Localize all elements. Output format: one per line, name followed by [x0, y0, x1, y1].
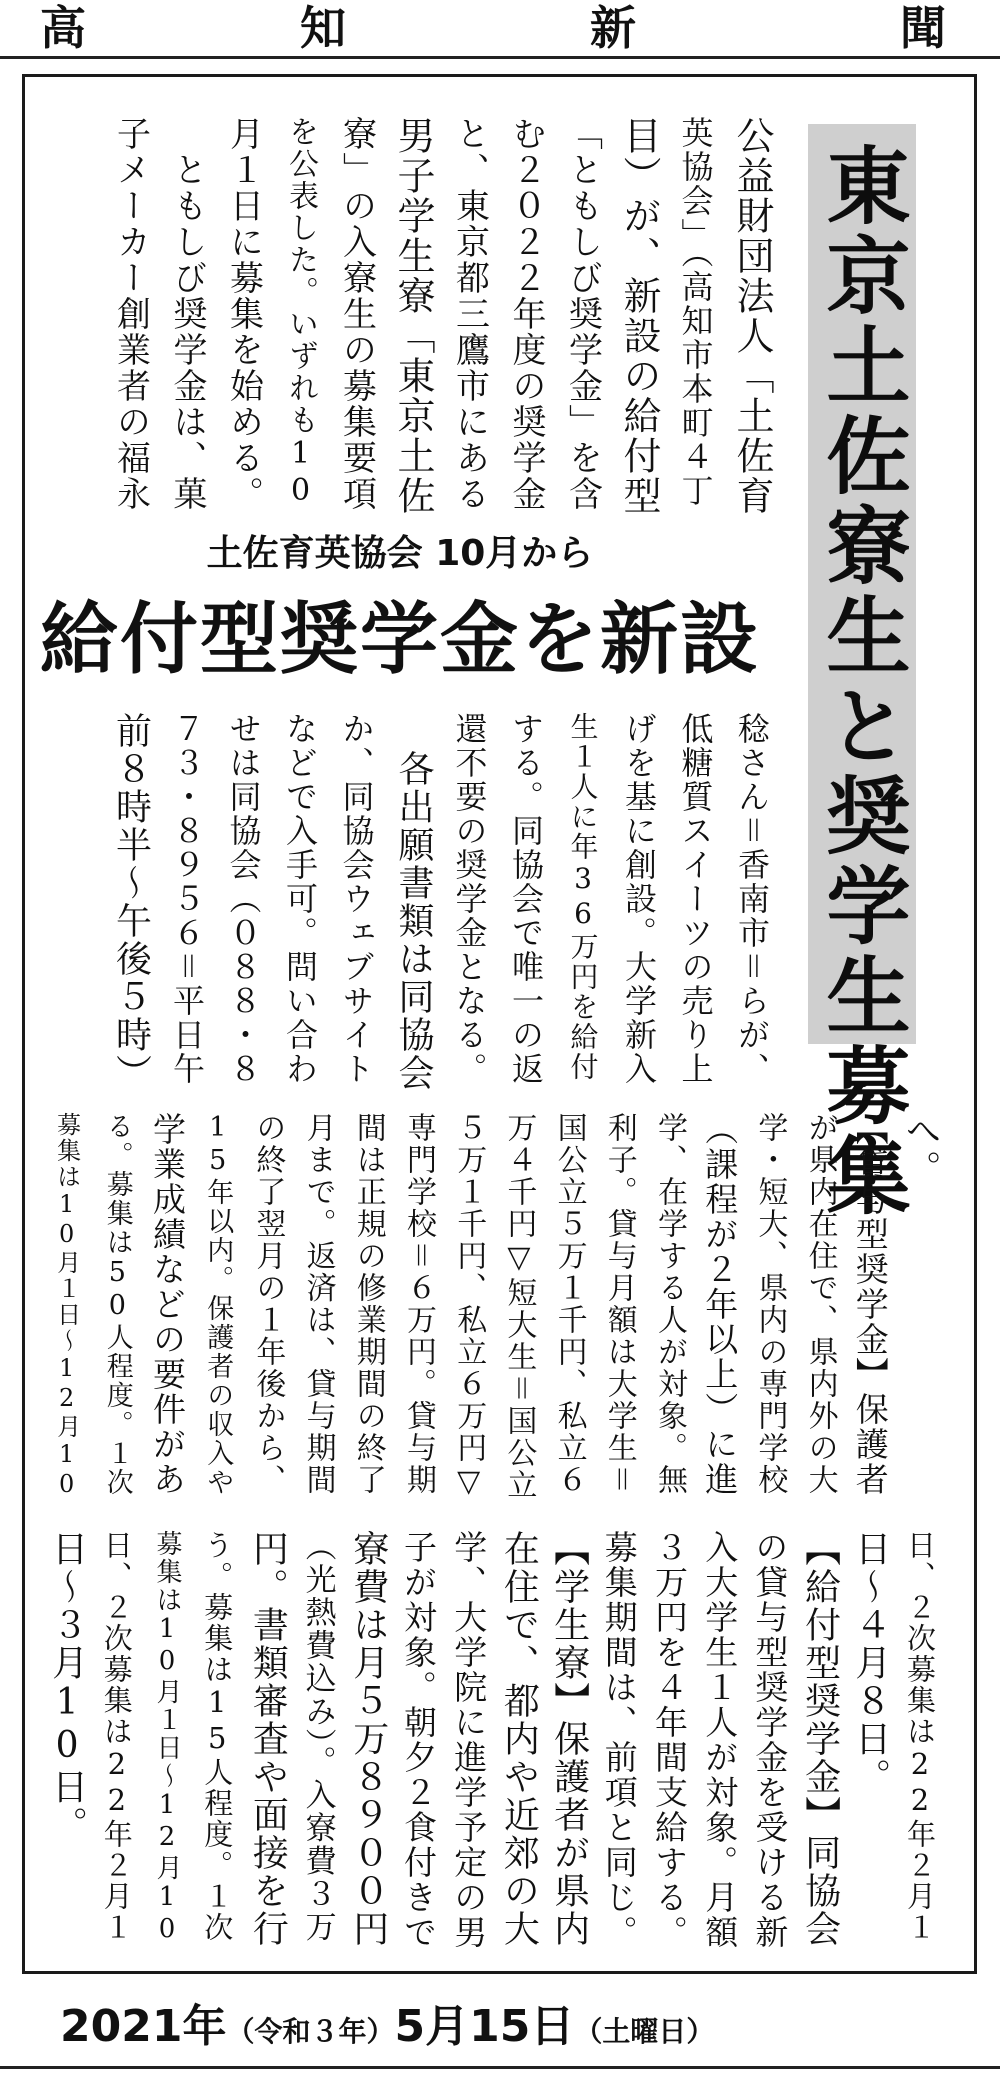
text-column: の貸与型奨学金を受ける新 — [750, 1530, 790, 1950]
horizontal-headline: 給付型奨学金を新設 — [40, 594, 761, 685]
text-column: 【学生寮】保護者が県内 — [548, 1530, 590, 1948]
text-column: 募集は10月１日～12月10 — [152, 1530, 182, 1946]
text-column: 英協会」（高知市本町４丁 — [676, 116, 715, 508]
text-column: 各出願書類は同協会 — [393, 712, 434, 1092]
text-column: の終了翌月の１年後から、 — [250, 1112, 286, 1496]
text-column: 生１人に年36万円を給付 — [566, 712, 600, 1082]
text-column: 日～４月８日。 — [849, 1530, 891, 1796]
text-column: が県内在住で、県内外の大 — [802, 1112, 838, 1496]
text-column: 寮」の入寮生の募集要項 — [336, 116, 377, 512]
text-column: 月まで。返済は、貸与期間 — [300, 1112, 336, 1496]
date-year: 2021年 — [60, 2001, 227, 2052]
text-column: 目）が、新設の給付型 — [617, 116, 661, 516]
text-column: 学業成績などの要件があ — [148, 1112, 187, 1497]
text-column: （光熱費込み）。入寮費３万 — [299, 1530, 336, 1944]
masthead — [0, 0, 1000, 58]
text-column: 日～３月10日。 — [46, 1530, 88, 1844]
masthead-char: 聞 — [900, 1, 946, 55]
text-column: ７３・８９５６＝平日午 — [168, 712, 206, 1086]
text-column: る。募集は50人程度。１次 — [101, 1112, 133, 1497]
date-day: 5月15日 — [394, 2001, 575, 2052]
text-column: ５万１千円、私立６万円▽ — [451, 1112, 487, 1501]
text-column: 【給付型奨学金】同協会 — [799, 1530, 841, 1948]
text-column: ともしび奨学金は、菓 — [167, 116, 207, 512]
dateline — [60, 1990, 714, 2050]
masthead-char: 高 — [40, 1, 86, 55]
text-column: ３万円を４年間支給する。 — [650, 1530, 689, 1950]
text-column: 日、２次募集は22年２月１ — [903, 1530, 937, 1943]
text-column: 学、大学院に進学予定の男 — [449, 1530, 489, 1950]
text-column: へ。 — [900, 1112, 941, 1188]
text-column: 円。書類審査や面接を行 — [247, 1530, 289, 1948]
date-era: （令和３年） — [226, 2015, 395, 2048]
text-column: 寮費は月５万８９００円 — [347, 1530, 389, 1948]
text-column: 専門学校＝６万円。貸与期 — [401, 1112, 436, 1496]
text-column: 学、在学する人が対象。無 — [652, 1112, 687, 1496]
text-column: と、東京都三鷹市にある — [449, 116, 490, 512]
text-column: 在住で、都内や近郊の大 — [498, 1530, 540, 1948]
masthead-rule — [0, 56, 1000, 59]
masthead-char: 新 — [590, 1, 636, 55]
text-column: 「ともしび奨学金」を含 — [562, 116, 603, 512]
text-column: などで入手可。問い合わ — [281, 712, 319, 1086]
text-column: か、同協会ウェブサイト — [337, 712, 376, 1086]
text-column: 入大学生１人が対象。月額 — [700, 1530, 740, 1950]
text-column: 男子学生寮「東京土佐 — [391, 116, 435, 516]
text-column: 子が対象。朝夕２食付きで — [399, 1530, 438, 1950]
sub-headline: 土佐育英協会 10月から — [206, 533, 594, 574]
text-column: する。同協会で唯一の返 — [507, 712, 545, 1086]
text-column: 国公立５万１千円、私立６ — [551, 1112, 587, 1496]
text-column: む２０２２年度の奨学金 — [506, 116, 546, 512]
text-column: 前８時半～午後５時） — [110, 712, 152, 1092]
bottom-rule — [0, 2066, 1000, 2069]
text-column: 子メーカー創業者の福永 — [110, 116, 151, 512]
text-column: （課程が２年以上）に進 — [700, 1112, 740, 1497]
text-column: 低糖質スイーツの売り上 — [676, 712, 715, 1086]
text-column: 【貸与型奨学金】保護者 — [850, 1112, 890, 1497]
text-column: 15年以内。保護者の収入や — [202, 1112, 234, 1497]
text-column: 募集期間は、前項と同じ。 — [599, 1530, 639, 1950]
text-column: 公益財団法人「土佐育 — [730, 116, 774, 516]
text-column: 月１日に募集を始める。 — [223, 116, 264, 512]
text-column: せは同協会（０８８・８ — [224, 712, 263, 1086]
masthead-char: 知 — [300, 1, 346, 55]
text-column: 学・短大、県内の専門学校 — [752, 1112, 788, 1496]
text-column: を公表した。いずれも10 — [283, 116, 318, 510]
text-column: 募集は10月１日～12月10 — [52, 1112, 81, 1500]
text-column: う。募集は15人程度。１次 — [200, 1530, 235, 1943]
text-column: 万４千円▽短大生＝国公立 — [501, 1112, 537, 1501]
headline-box — [808, 124, 916, 1222]
text-column: 稔さん＝香南市＝らが、 — [733, 712, 771, 1086]
text-column: 間は正規の修業期間の終了 — [350, 1112, 386, 1496]
date-weekday: （土曜日） — [574, 2015, 715, 2048]
main-vertical-headline: 東京土佐寮生と奨学生募集 — [813, 142, 911, 1222]
text-column: 日、２次募集は22年２月１ — [99, 1530, 134, 1943]
text-column: げを基に創設。大学新入 — [620, 712, 658, 1086]
text-column: 利子。貸与月額は大学生＝ — [601, 1112, 637, 1496]
text-column: 還不要の奨学金となる。 — [450, 712, 489, 1086]
